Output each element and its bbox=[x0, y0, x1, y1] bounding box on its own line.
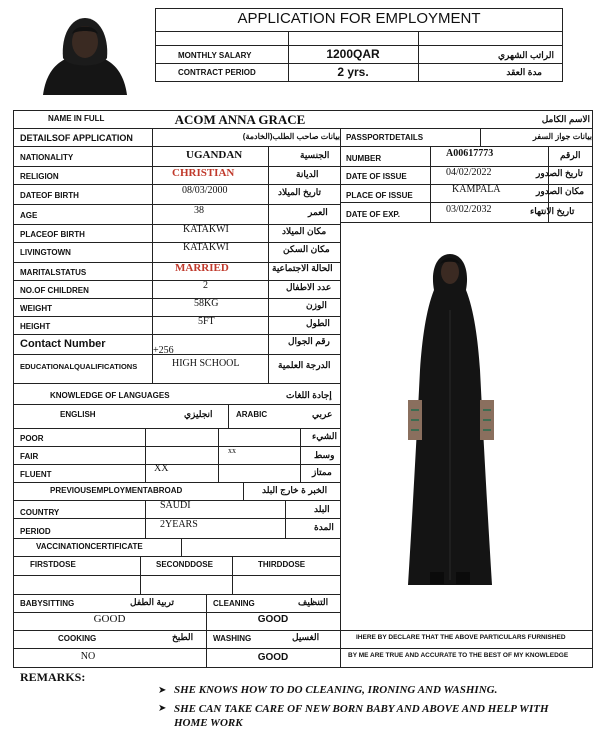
contract-period-value: 2 yrs. bbox=[337, 65, 369, 79]
marital-status-label: MARITALSTATUS bbox=[20, 268, 87, 277]
place-of-birth-value: KATAKWI bbox=[183, 224, 229, 235]
period-ar: المدة bbox=[314, 522, 334, 532]
children-label: NO.OF CHILDREN bbox=[20, 286, 89, 295]
country-value: SAUDI bbox=[160, 500, 191, 511]
contract-period-label: CONTRACT PERIOD bbox=[178, 68, 256, 77]
religion-label: RELIGION bbox=[20, 172, 59, 181]
issue-place-ar: مكان الصدور bbox=[536, 186, 585, 196]
age-ar: العمر bbox=[308, 207, 328, 217]
babysitting-label: BABYSITTING bbox=[20, 599, 75, 608]
contact-label: Contact Number bbox=[20, 338, 106, 350]
age-value: 38 bbox=[194, 205, 204, 216]
expiry-date-value: 03/02/2032 bbox=[446, 204, 492, 215]
name-value: ACOM ANNA GRACE bbox=[174, 112, 306, 127]
monthly-salary-value: 1200QAR bbox=[326, 47, 380, 61]
prev-employment-label: PREVIOUSEMPLOYMENTABROAD bbox=[50, 486, 183, 495]
babysitting-value: GOOD bbox=[93, 613, 126, 625]
height-label: HEIGHT bbox=[20, 322, 51, 331]
first-dose-label: FIRSTDOSE bbox=[30, 560, 76, 569]
contact-value: +256 bbox=[153, 345, 174, 356]
passport-number-ar: الرقم bbox=[560, 150, 581, 160]
religion-value: CHRISTIAN bbox=[172, 167, 235, 179]
dob-label: DATEOF BIRTH bbox=[20, 191, 79, 200]
period-label: PERIOD bbox=[20, 527, 51, 536]
poor-label: POOR bbox=[20, 434, 44, 443]
weight-label: WEIGHT bbox=[20, 304, 52, 313]
third-dose-label: THIRDDOSE bbox=[258, 560, 306, 569]
fluent-ar: ممتاز bbox=[312, 467, 332, 477]
issue-date-ar: تاريخ الصدور bbox=[536, 168, 583, 178]
weight-value: 58KG bbox=[194, 298, 219, 309]
period-value: 2YEARS bbox=[160, 519, 198, 530]
expiry-date-ar: تاريخ الانتهاء bbox=[530, 206, 575, 216]
education-label: EDUCATIONALQUALIFICATIONS bbox=[20, 362, 138, 371]
details-ar: بيانات صاحب الطلب(الخادمة) bbox=[242, 132, 340, 141]
arabic-label: ARABIC bbox=[236, 410, 268, 419]
languages-label: KNOWLEDGE OF LANGUAGES bbox=[50, 391, 170, 400]
issue-date-value: 04/02/2022 bbox=[446, 167, 492, 178]
monthly-salary-label: MONTHLY SALARY bbox=[178, 51, 252, 60]
weight-ar: الوزن bbox=[306, 300, 327, 310]
passport-number-label: NUMBER bbox=[346, 154, 382, 163]
issue-date-label: DATE OF ISSUE bbox=[346, 172, 407, 181]
cooking-label: COOKING bbox=[58, 634, 97, 643]
place-of-birth-ar: مكان الميلاد bbox=[282, 226, 327, 236]
remark-item-2: SHE CAN TAKE CARE OF NEW BORN BABY AND ABOVE AND HELP WITH HOME WORK bbox=[174, 703, 549, 729]
religion-ar: الديانة bbox=[296, 169, 319, 179]
cleaning-label: CLEANING bbox=[213, 599, 255, 608]
education-ar: الدرجة العلمية bbox=[278, 360, 331, 370]
second-dose-label: SECONDDOSE bbox=[156, 560, 213, 569]
declaration-line-2: BY ME ARE TRUE AND ACCURATE TO THE BEST OF MY KNOWLEDGE bbox=[348, 652, 569, 659]
fair-ar: وسط bbox=[314, 450, 335, 460]
cleaning-value: GOOD bbox=[257, 614, 289, 625]
fair-label: FAIR bbox=[20, 452, 39, 461]
monthly-salary-ar: الراتب الشهري bbox=[498, 50, 554, 60]
country-label: COUNTRY bbox=[20, 508, 60, 517]
issue-place-value: KAMPALA bbox=[452, 184, 501, 195]
children-value: 2 bbox=[203, 280, 208, 291]
name-label: NAME IN FULL bbox=[48, 114, 105, 123]
form-title: APPLICATION FOR EMPLOYMENT bbox=[237, 10, 481, 27]
arabic-ar: عربي bbox=[312, 409, 333, 419]
prev-employment-ar: الخبر ة خارج البلد bbox=[262, 485, 328, 495]
age-label: AGE bbox=[20, 211, 38, 220]
cooking-value: NO bbox=[80, 651, 96, 662]
fluent-mark: XX bbox=[154, 463, 169, 474]
height-ar: الطول bbox=[306, 318, 330, 328]
marital-status-value: MARRIED bbox=[175, 262, 229, 274]
contact-ar: رقم الجوال bbox=[288, 336, 330, 346]
full-body-photo bbox=[400, 250, 500, 590]
issue-place-label: PLACE OF ISSUE bbox=[346, 191, 413, 200]
education-value: HIGH SCHOOL bbox=[172, 358, 240, 369]
fair-mark: xx bbox=[228, 446, 236, 455]
passport-ar: بيانات جواز السفر bbox=[532, 132, 592, 141]
fluent-label: FLUENT bbox=[20, 470, 52, 479]
expiry-date-label: DATE OF EXP. bbox=[346, 210, 400, 219]
contract-period-ar: مدة العقد bbox=[506, 67, 542, 77]
height-value: 5FT bbox=[198, 316, 215, 327]
nationality-value: UGANDAN bbox=[186, 149, 243, 161]
passport-number-value: A00617773 bbox=[446, 148, 494, 159]
washing-label: WASHING bbox=[213, 634, 252, 643]
poor-ar: الشيء bbox=[312, 431, 338, 441]
washing-ar: الغسيل bbox=[292, 632, 320, 642]
dob-ar: تاريخ الميلاد bbox=[278, 187, 321, 197]
remarks-label: REMARKS: bbox=[20, 670, 86, 684]
cleaning-ar: التنظيف bbox=[298, 597, 329, 607]
remark-bullet-2: ➤ bbox=[158, 703, 167, 714]
children-ar: عدد الاطفال bbox=[286, 282, 332, 292]
remark-item-1: SHE KNOWS HOW TO DO CLEANING, IRONING AND WASHING. bbox=[174, 684, 498, 696]
nationality-label: NATIONALITY bbox=[20, 153, 74, 162]
english-ar: انجليزي bbox=[184, 409, 213, 419]
marital-status-ar: الحالة الاجتماعية bbox=[272, 263, 333, 273]
living-town-value: KATAKWI bbox=[183, 242, 229, 253]
country-ar: البلد bbox=[314, 504, 330, 514]
vaccination-label: VACCINATIONCERTIFICATE bbox=[36, 542, 143, 551]
english-label: ENGLISH bbox=[60, 410, 96, 419]
place-of-birth-label: PLACEOF BIRTH bbox=[20, 230, 85, 239]
declaration-line-1: IHERE BY DECLARE THAT THE ABOVE PARTICULARS FURNISHED bbox=[356, 634, 566, 641]
babysitting-ar: تربية الطفل bbox=[130, 597, 175, 607]
languages-ar: إجادة اللغات bbox=[286, 390, 332, 400]
cooking-ar: الطبخ bbox=[172, 632, 194, 642]
portrait-photo bbox=[35, 10, 135, 95]
remark-bullet-1: ➤ bbox=[158, 685, 167, 696]
details-label: DETAILSOF APPLICATION bbox=[20, 133, 133, 143]
name-ar: الاسم الكامل bbox=[541, 114, 590, 124]
living-town-ar: مكان السكن bbox=[283, 244, 330, 254]
dob-value: 08/03/2000 bbox=[182, 185, 228, 196]
living-town-label: LIVINGTOWN bbox=[20, 248, 71, 257]
passport-label: PASSPORTDETAILS bbox=[346, 133, 424, 142]
nationality-ar: الجنسية bbox=[300, 150, 330, 160]
washing-value: GOOD bbox=[257, 652, 289, 663]
